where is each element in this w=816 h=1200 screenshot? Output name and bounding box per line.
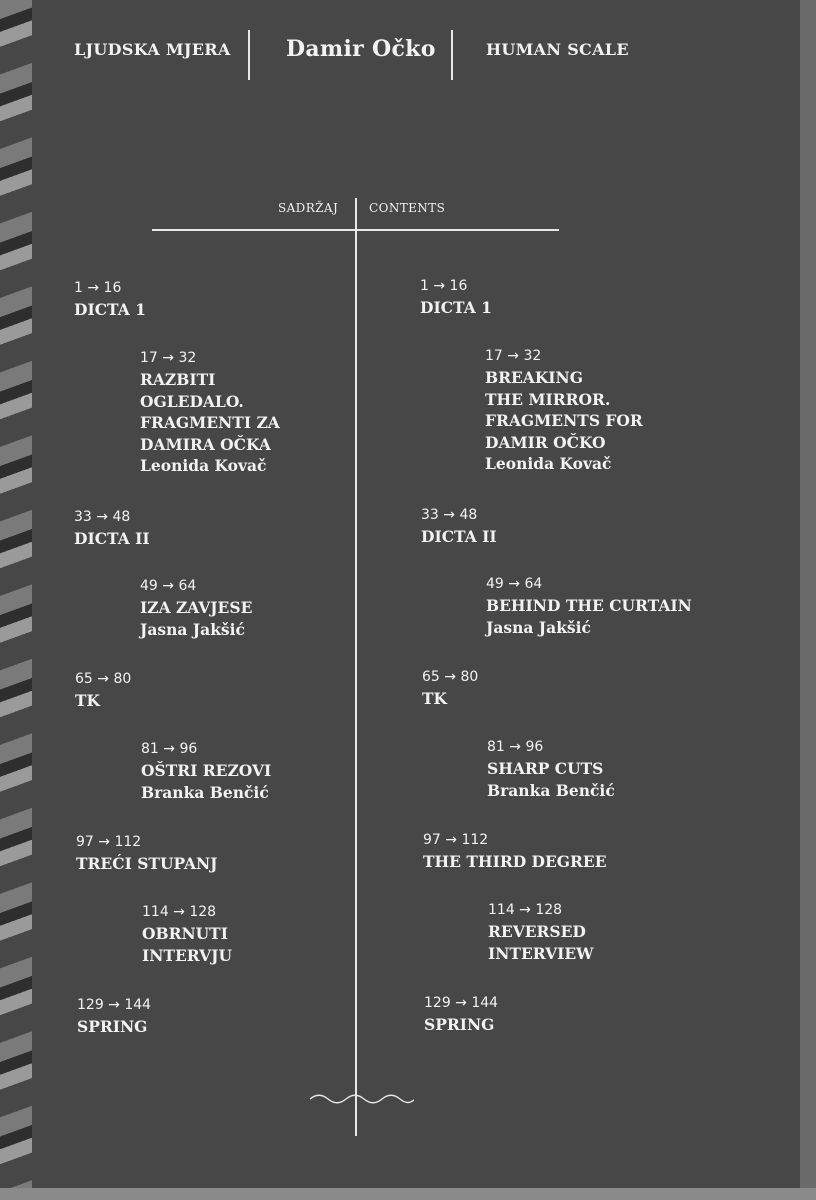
entry-title: SHARP CUTS [487,759,604,778]
toc-entry [141,739,271,803]
entry-title: SPRING [424,1015,495,1034]
entry-author: Branka Benčić [487,780,615,800]
toc-entry [421,505,497,548]
entry-title: DICTA II [421,527,497,546]
toc-entry [142,902,232,966]
entry-title: DICTA 1 [420,298,492,317]
entry-title: BEHIND THE CURTAIN [486,596,692,615]
page-range: 33 → 48 [421,507,478,523]
page-range: 49 → 64 [140,578,197,594]
page-range: 81 → 96 [141,741,198,757]
entry-author: Leonida Kovač [485,454,612,473]
toc-entry [420,276,492,319]
page-range: 1 → 16 [420,278,468,294]
entry-title: DICTA 1 [74,300,146,319]
scan-background-right [800,0,816,1200]
header-artist-name: Damir Očko [286,36,436,62]
toc-entry [485,346,643,475]
page-range: 49 → 64 [486,576,543,592]
header-title-croatian: LJUDSKA MJERA [74,40,231,59]
toc-entry [487,737,615,801]
page-range: 65 → 80 [422,669,479,685]
entry-author: Leonida Kovač [140,456,267,475]
page-range: 97 → 112 [423,832,489,848]
page-range: 114 → 128 [488,902,563,918]
page-range: 33 → 48 [74,509,131,525]
scan-background-bottom [0,1188,816,1200]
entry-title: BREAKING THE MIRROR. FRAGMENTS FOR DAMIR OČKO [485,368,643,452]
contents-label-croatian: SADRŽAJ [278,201,339,215]
entry-title: DICTA II [74,529,150,548]
entry-author: Jasna Jakšić [140,619,245,639]
entry-title: OBRNUTI INTERVJU [142,924,232,965]
entry-title: RAZBITI OGLEDALO. FRAGMENTI ZA DAMIRA OČKA [140,370,280,454]
toc-entry [140,576,252,640]
entry-author: Branka Benčić [141,782,269,802]
contents-rule [152,229,559,231]
toc-entry [76,832,218,875]
entry-title: THE THIRD DEGREE [423,852,607,871]
page-range: 81 → 96 [487,739,544,755]
toc-entry [74,507,150,550]
page-range: 114 → 128 [142,904,217,920]
page-range: 97 → 112 [76,834,142,850]
page-range: 17 → 32 [485,348,542,364]
page-range: 65 → 80 [75,671,132,687]
contents-page [32,0,800,1188]
page-range: 129 → 144 [77,997,152,1013]
entry-title: TK [75,691,101,710]
entry-title: TK [422,689,448,708]
page-range: 17 → 32 [140,350,197,366]
toc-entry [488,900,594,964]
header-divider-right [451,30,453,80]
toc-entry [422,667,478,710]
entry-title: IZA ZAVJESE [140,598,253,617]
toc-entry [77,995,151,1038]
column-divider [355,198,357,1136]
wave-ornament [310,1092,414,1106]
page-range: 1 → 16 [74,280,122,296]
page-range: 129 → 144 [424,995,499,1011]
entry-title: REVERSED INTERVIEW [488,922,594,963]
toc-entry [140,348,280,477]
entry-author: Jasna Jakšić [486,617,591,637]
toc-entry [75,669,131,712]
contents-label-english: CONTENTS [369,201,446,215]
header-divider-left [248,30,250,80]
scan-background-left [0,0,32,1200]
entry-title: OŠTRI REZOVI [141,761,272,780]
header-title-english: HUMAN SCALE [486,40,629,59]
toc-entry [74,278,146,321]
entry-title: TREĆI STUPANJ [76,854,218,873]
entry-title: SPRING [77,1017,148,1036]
toc-entry [424,993,498,1036]
toc-entry [486,574,692,638]
toc-entry [423,830,607,873]
